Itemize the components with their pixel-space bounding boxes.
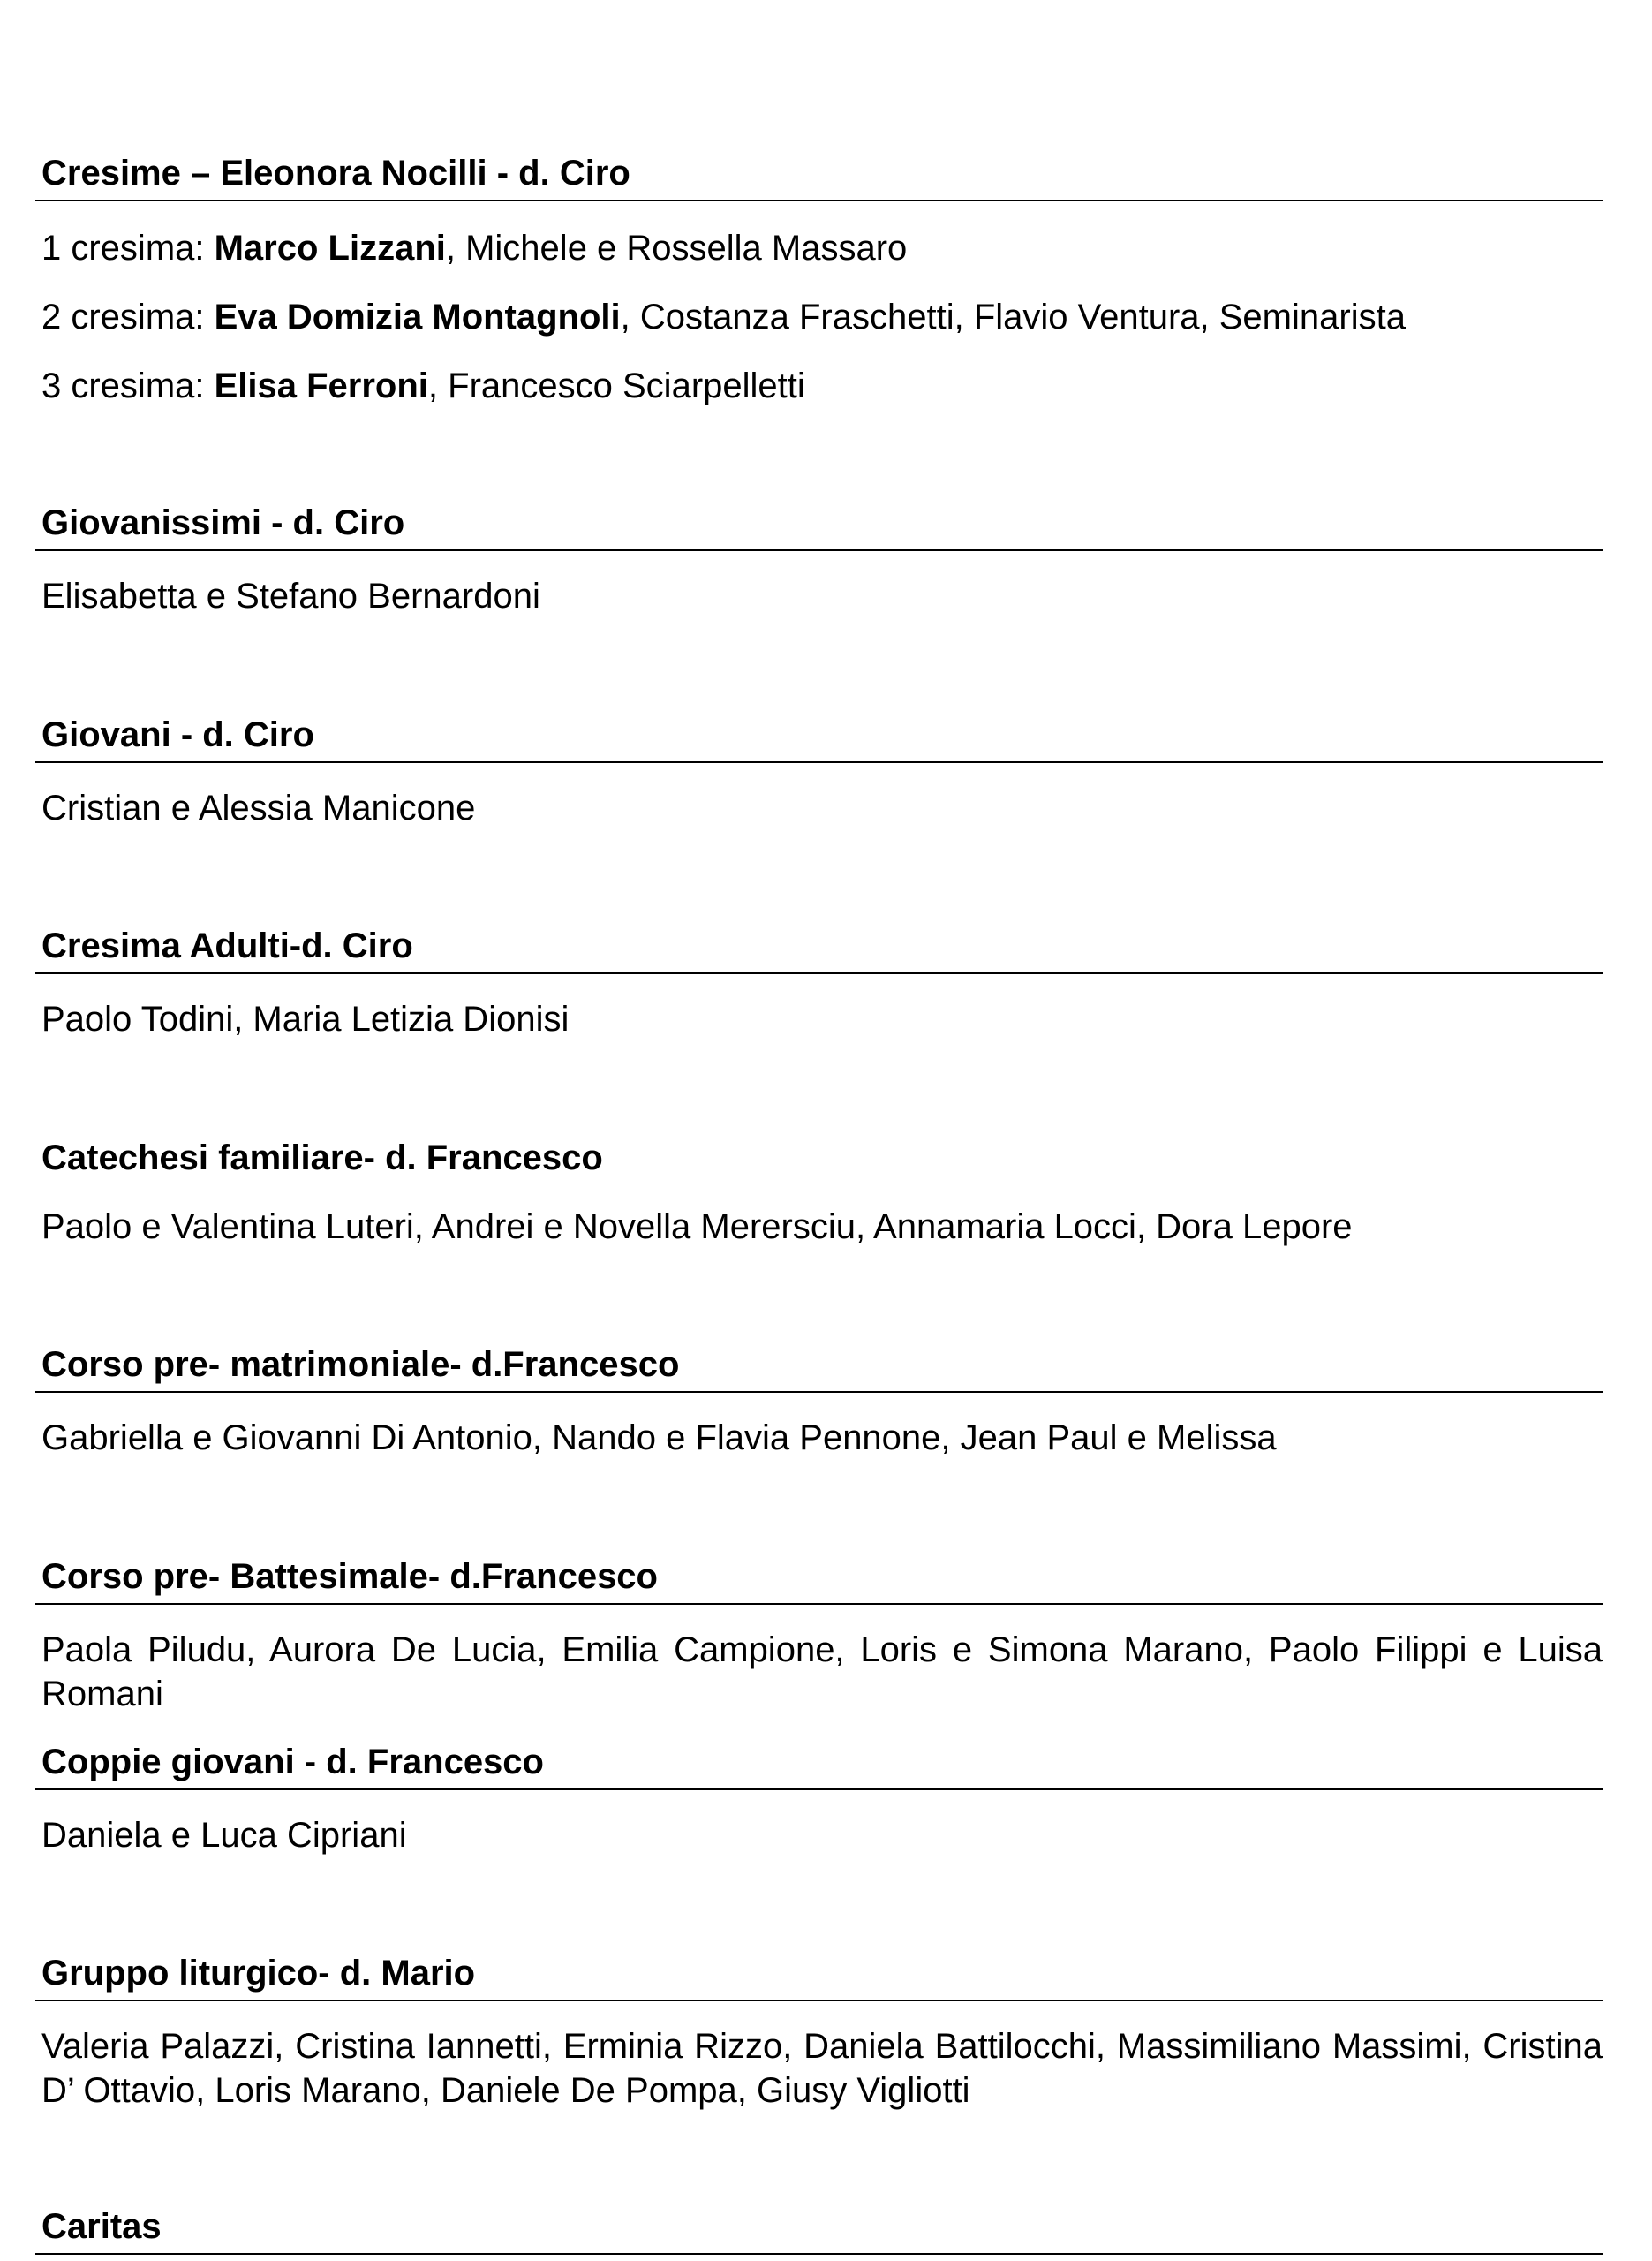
section-rule [35,2253,1603,2255]
cresima-leader: Elisa Ferroni [214,367,428,405]
section-rule [35,1603,1603,1605]
section-heading-corso-prematrimoniale: Corso pre- matrimoniale- d.Francesco [41,1345,680,1384]
cresima-leader: Marco Lizzani [214,229,446,268]
cresima-members: , Francesco Sciarpelletti [427,367,805,405]
section-rule [35,2000,1603,2001]
cresima-members: , Costanza Fraschetti, Flavio Ventura, Seminarista [620,298,1406,337]
section-rule [35,761,1603,763]
section-members-giovani: Cristian e Alessia Manicone [41,789,476,828]
section-heading-gruppo-liturgico: Gruppo liturgico- d. Mario [41,1954,476,1993]
section-members-cresima-adulti: Paolo Todini, Maria Letizia Dionisi [41,1000,570,1039]
cresima-line-3 [41,365,805,407]
section-rule [35,1391,1603,1393]
section-members-giovanissimi: Elisabetta e Stefano Bernardoni [41,577,540,616]
section-rule [35,200,1603,201]
section-rule [35,1788,1603,1790]
cresima-line-2 [41,296,1406,338]
section-rule [35,549,1603,551]
cresima-members: , Michele e Rossella Massaro [445,229,908,268]
section-rule [35,972,1603,974]
section-heading-caritas: Caritas [41,2207,162,2246]
cresima-label: 1 cresima: [41,229,215,268]
section-heading-corso-prebattesimale: Corso pre- Battesimale- d.Francesco [41,1557,658,1596]
cresima-leader: Eva Domizia Montagnoli [214,298,621,337]
section-heading-coppie-giovani: Coppie giovani - d. Francesco [41,1743,544,1781]
section-members-coppie-giovani: Daniela e Luca Cipriani [41,1816,407,1855]
section-heading-cresima-adulti: Cresima Adulti-d. Ciro [41,926,413,965]
section-heading-catechesi-familiare: Catechesi familiare- d. Francesco [41,1138,603,1177]
section-members-gruppo-liturgico: Valeria Palazzi, Cristina Iannetti, Erminia Rizzo, Daniela Battilocchi, Massimiliano Massimi, Cristina D’ Ottavio, Loris Marano, Daniele De Pompa, Giusy Vigliotti [41,2027,1603,2110]
section-members-corso-prebattesimale: Paola Piludu, Aurora De Lucia, Emilia Campione, Loris e Simona Marano, Paolo Filippi e Luisa Romani [41,1630,1603,1713]
section-heading-giovanissimi: Giovanissimi - d. Ciro [41,503,405,542]
cresima-label: 2 cresima: [41,298,215,337]
section-heading-cresime: Cresime – Eleonora Nocilli - d. Ciro [41,154,630,193]
cresima-line-1 [41,227,907,269]
section-heading-giovani: Giovani - d. Ciro [41,715,314,754]
section-members-corso-prematrimoniale: Gabriella e Giovanni Di Antonio, Nando e Flavia Pennone, Jean Paul e Melissa [41,1418,1277,1457]
section-members-catechesi-familiare: Paolo e Valentina Luteri, Andrei e Novella Merersciu, Annamaria Locci, Dora Lepore [41,1207,1353,1246]
cresima-label: 3 cresima: [41,367,215,405]
